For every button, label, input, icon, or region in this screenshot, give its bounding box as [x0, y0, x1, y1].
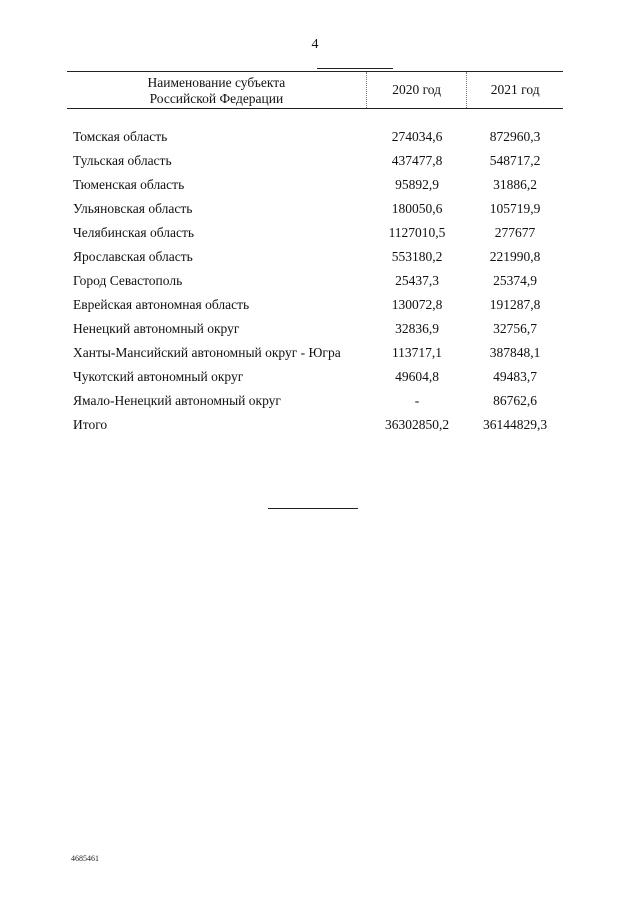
table-row	[67, 200, 563, 217]
table-body	[67, 128, 563, 433]
value-2021-cell: 872960,3	[489, 129, 541, 144]
table-row	[67, 176, 563, 193]
value-2020-cell: 553180,2	[391, 249, 443, 264]
value-2020-cell: 180050,6	[391, 201, 443, 216]
table-row	[67, 152, 563, 169]
header-subject-line1: Наименование субъекта	[147, 74, 286, 90]
subject-name-cell: Томская область	[73, 129, 168, 144]
header-2020: 2020 год	[366, 72, 467, 108]
table-header-row	[67, 72, 563, 109]
table-top-border	[67, 71, 563, 109]
header-subject-line2: Российской Федерации	[149, 90, 284, 106]
subject-name-cell: Еврейская автономная область	[73, 297, 250, 312]
value-2021-cell: 191287,8	[489, 297, 541, 312]
value-2020-cell: 36302850,2	[384, 417, 450, 432]
subject-name-cell: Тюменская область	[73, 177, 185, 192]
data-table	[67, 71, 563, 440]
value-2021-cell: 49483,7	[493, 369, 537, 384]
header-divider-mark	[317, 68, 393, 69]
header-subject-name	[67, 72, 366, 108]
subject-name-cell: Ханты-Мансийский автономный округ - Югра	[73, 345, 341, 360]
value-2020-cell: 437477,8	[391, 153, 443, 168]
value-2021-cell: 548717,2	[489, 153, 541, 168]
value-2021-cell: 32756,7	[493, 321, 537, 336]
value-2021-cell: 31886,2	[493, 177, 537, 192]
page-number: 4	[311, 37, 319, 52]
table-row	[67, 224, 563, 241]
subject-name-cell: Ульяновская область	[73, 201, 193, 216]
subject-name-cell: Челябинская область	[73, 225, 195, 240]
value-2020-cell: 113717,1	[391, 345, 443, 360]
subject-name-cell: Ямало-Ненецкий автономный округ	[73, 393, 281, 408]
end-rule	[268, 508, 358, 509]
subject-name-cell: Ярославская область	[73, 249, 193, 264]
table-row	[67, 248, 563, 265]
value-2020-cell: 32836,9	[395, 321, 439, 336]
table-row	[67, 344, 563, 361]
value-2020-cell: 49604,8	[395, 369, 439, 384]
value-2021-cell: 36144829,3	[482, 417, 548, 432]
subject-name-cell: Чукотский автономный округ	[73, 369, 244, 384]
table-row	[67, 296, 563, 313]
value-2021-cell: 25374,9	[493, 273, 537, 288]
value-2020-cell: 95892,9	[395, 177, 439, 192]
subject-name-cell: Ненецкий автономный округ	[73, 321, 240, 336]
value-2021-cell: 221990,8	[489, 249, 541, 264]
document-code: 4685461	[71, 854, 99, 863]
value-2020-cell: 130072,8	[391, 297, 443, 312]
value-2021-cell: 277677	[494, 225, 536, 240]
table-row	[67, 416, 563, 433]
subject-name-cell: Тульская область	[73, 153, 172, 168]
table-row	[67, 320, 563, 337]
value-2021-cell: 86762,6	[493, 393, 537, 408]
value-2020-cell: 25437,3	[395, 273, 439, 288]
table-row	[67, 368, 563, 385]
value-2020-cell: -	[414, 393, 420, 408]
value-2021-cell: 387848,1	[489, 345, 541, 360]
table-row	[67, 272, 563, 289]
value-2020-cell: 274034,6	[391, 129, 443, 144]
table-row	[67, 128, 563, 145]
value-2020-cell: 1127010,5	[388, 225, 446, 240]
table-row	[67, 392, 563, 409]
subject-name-cell: Город Севастополь	[73, 273, 183, 288]
header-2021: 2021 год	[466, 72, 563, 108]
subject-name-cell: Итого	[73, 417, 108, 432]
value-2021-cell: 105719,9	[489, 201, 541, 216]
